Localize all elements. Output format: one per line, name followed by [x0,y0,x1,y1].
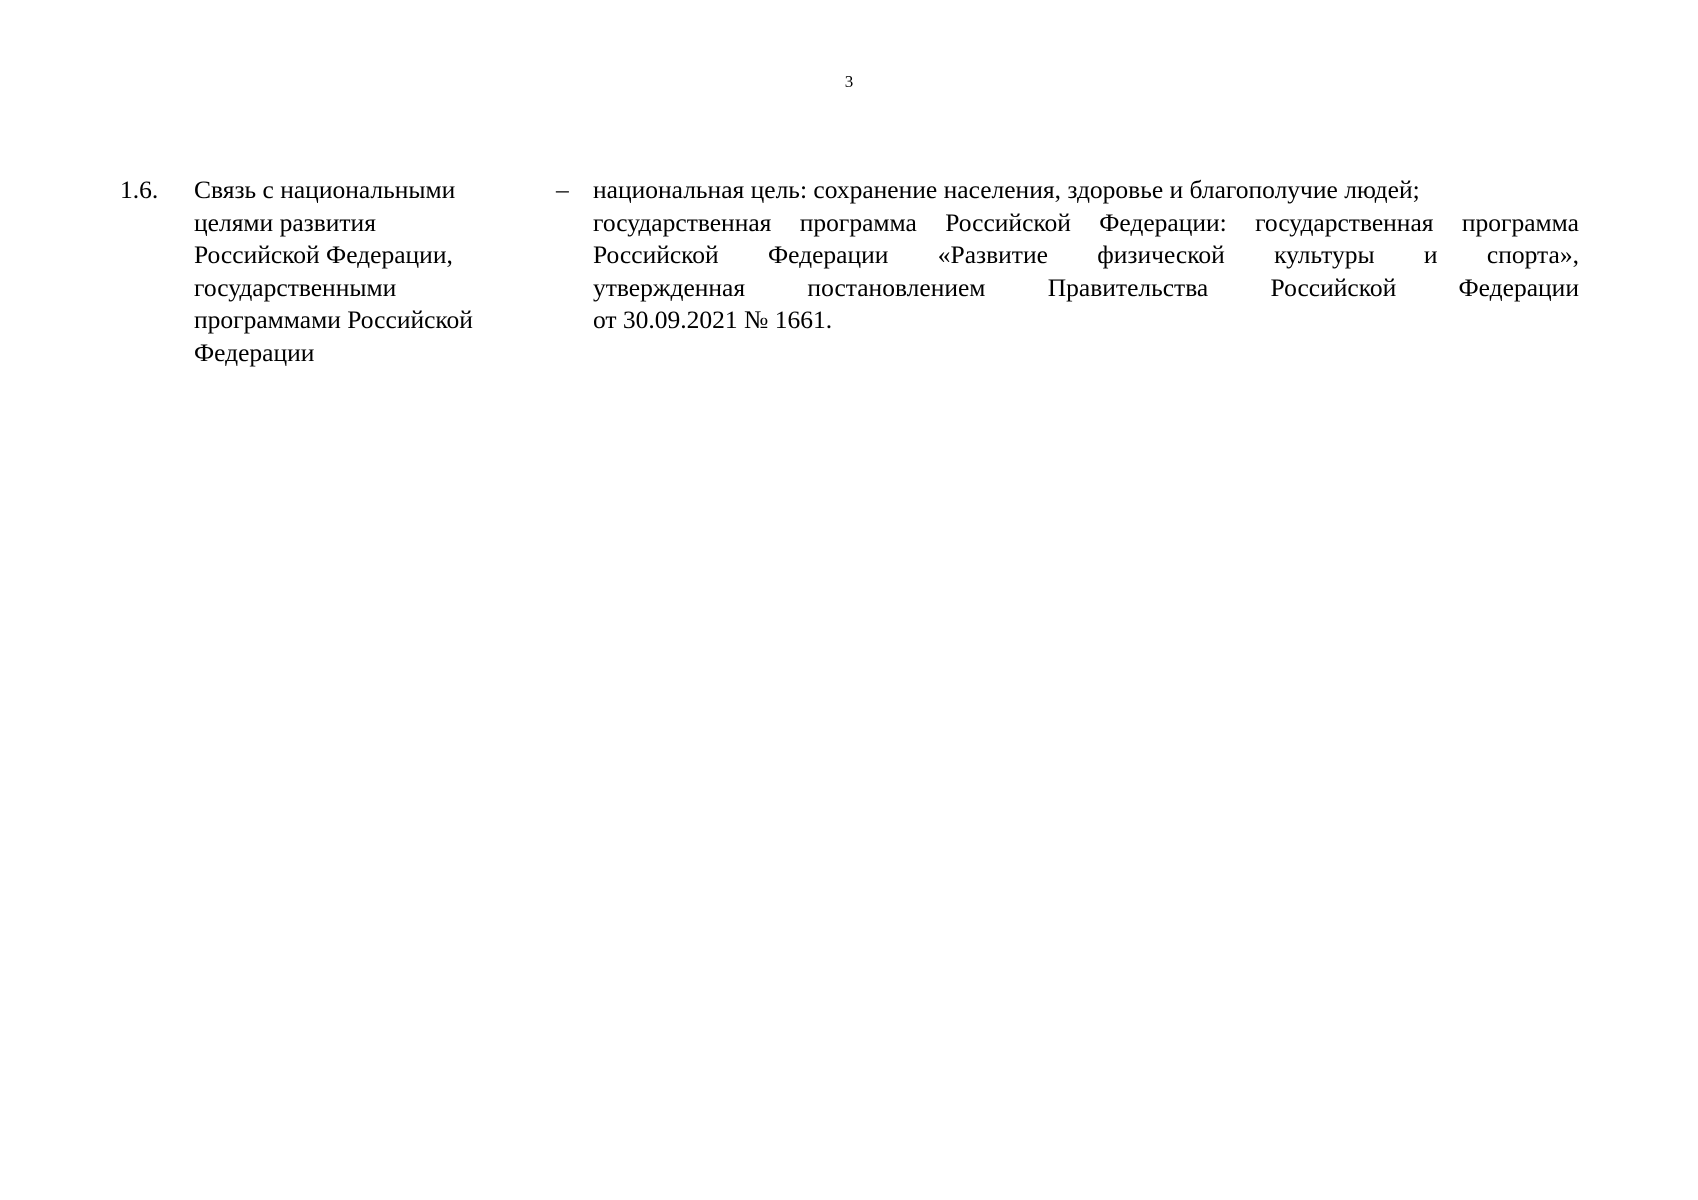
content-line: национальная цель: сохранение населения, здоровье и благополучие людей; [593,175,1420,204]
section-label [194,174,524,370]
page-number: 3 [844,72,854,91]
content-word: Российской [1270,272,1397,302]
content-line-justified [593,272,1579,305]
section-label-line: программами Российской [194,305,473,335]
content-word: программа [799,207,917,237]
content-line: от 30.09.2021 № 1661. [593,305,833,335]
content-word: Российской [593,240,719,270]
section-label-line: целями развития [194,207,376,237]
content-word: физической [1097,240,1225,270]
content-word: «Развитие [937,240,1048,270]
content-word: государственная [1255,207,1434,237]
content-word: Федерации [768,240,889,270]
content-word: постановлением [807,272,986,302]
content-word: утвержденная [593,272,746,302]
content-word: и [1423,240,1438,270]
content-line-justified [593,239,1579,272]
content-line-justified [593,207,1579,240]
section-label-line: Российской Федерации, [194,240,453,270]
content-word: культуры [1274,240,1375,270]
section-number: 1.6. [120,175,159,204]
content-word: спорта», [1486,240,1579,270]
content-word: Российской [945,207,1071,237]
content-word: программа [1461,207,1579,237]
section-content [593,174,1579,337]
section-label-line: государственными [194,272,397,302]
section-label-line: Связь с национальными [194,175,456,204]
content-word: Федерации: [1099,207,1227,237]
content-word: Федерации [1458,272,1579,302]
dash-separator: – [556,175,569,204]
content-word: государственная [593,207,772,237]
section-label-line: Федерации [194,337,315,367]
content-word: Правительства [1047,272,1209,302]
